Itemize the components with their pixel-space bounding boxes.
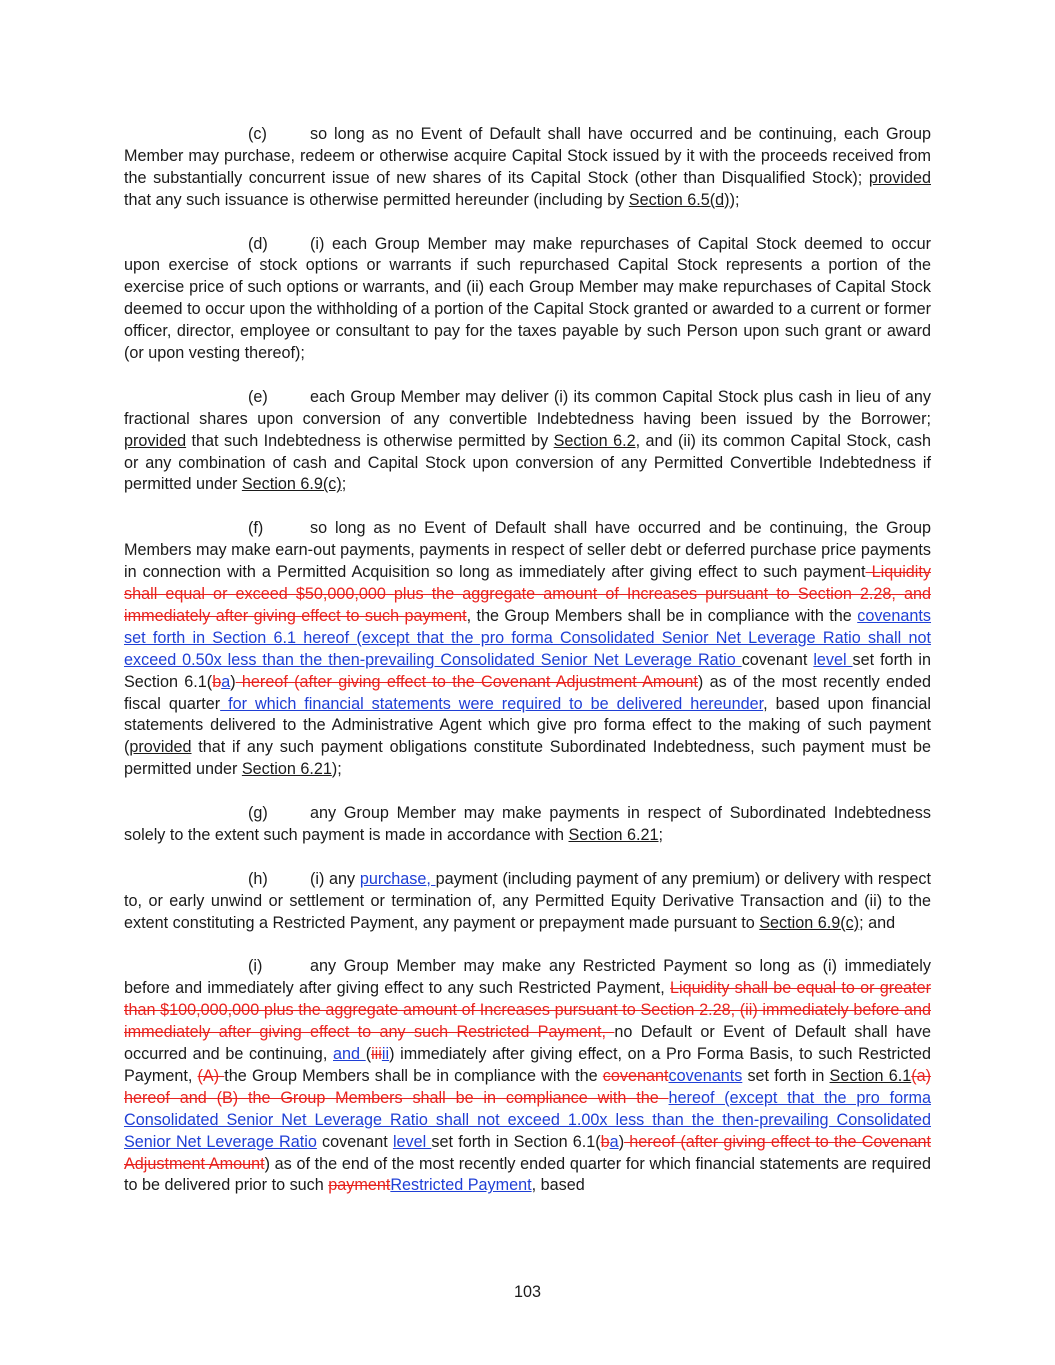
paragraph-f bbox=[124, 518, 931, 781]
text: covenant bbox=[316, 1132, 393, 1151]
inserted-text: a bbox=[221, 672, 231, 691]
inserted-text: for which financial statements were required to be delivered hereunder bbox=[220, 694, 764, 713]
text: no Default or Event of Default shall have occurred and be continuing, bbox=[124, 1023, 931, 1063]
deleted-text: b bbox=[212, 672, 222, 691]
text: , based bbox=[531, 1176, 585, 1195]
text: set forth in Section 6.1( bbox=[124, 650, 931, 691]
inserted-text: a bbox=[609, 1132, 619, 1151]
text: , based upon financial statements delivered to the Administrative Agent which give pro forma effect to the making of such payment ( bbox=[124, 694, 931, 757]
inserted-text: purchase, bbox=[359, 869, 436, 888]
paragraph-h bbox=[124, 869, 931, 935]
text: ); bbox=[331, 760, 342, 779]
paragraph-e bbox=[124, 387, 931, 497]
inserted-text: and bbox=[333, 1044, 366, 1063]
section-reference: Section 6.2 bbox=[553, 431, 636, 450]
text: the Group Members shall be in compliance with the bbox=[224, 1066, 603, 1085]
text: (i) each Group Member may make repurchases of Capital Stock deemed to occur upon exercise of stock options or warrants if such repurchased Capital Stock represents a portion of the exercise price of such options or warrants, and (ii) each Group Member may make repurchases of Capital Stock deemed to occur upon the withholding of a portion of the Capital Stock granted or awarded to a current or former officer, director, employee or consultant to pay for the taxes payable by such Person upon such grant or award (or upon vesting thereof); bbox=[124, 234, 931, 363]
inserted-text: ii bbox=[381, 1044, 390, 1063]
text: ( bbox=[365, 1044, 372, 1063]
deleted-text: payment bbox=[328, 1176, 391, 1195]
text: ) bbox=[618, 1132, 625, 1151]
section-reference: Section 6.21 bbox=[241, 760, 332, 779]
text: ) immediately after giving effect, on a Pro Forma Basis, to such Restricted Payment, bbox=[124, 1044, 932, 1085]
inserted-text: level bbox=[392, 1132, 432, 1151]
text: ); bbox=[729, 190, 740, 209]
paragraph-label: (e) bbox=[248, 387, 268, 406]
inserted-text: Restricted Payment bbox=[390, 1176, 532, 1195]
deleted-text: hereof (after giving effect to the Covenant Adjustment Amount bbox=[235, 672, 698, 691]
deleted-text: Liquidity shall be equal to or greater than $100,000,000 plus the aggregate amount of Increases pursuant to Section 2.28, (ii) immediately before and immediately after giving effect to any such Restricted Payment, bbox=[124, 979, 931, 1042]
text: so long as no Event of Default shall have occurred and be continuing, each Group Member may purchase, redeem or otherwise acquire Capital Stock issued by it with the proceeds received from the substantially concurrent issue of new shares of its Capital Stock (other than Disqualified Stock); bbox=[124, 125, 931, 187]
text: set forth in bbox=[742, 1066, 830, 1085]
inserted-text: hereof (except that the pro forma Consolidated Senior Net Leverage Ratio shall not exceed 1.00x less than the then-prevailing Consolidated Senior Net Leverage Ratio bbox=[124, 1088, 931, 1151]
deleted-text: (A) bbox=[197, 1066, 225, 1085]
section-reference: Section 6.9(c) bbox=[759, 913, 860, 932]
underlined-term: provided bbox=[124, 431, 187, 450]
paragraph-label: (f) bbox=[248, 519, 264, 538]
paragraph-label: (d) bbox=[248, 234, 268, 253]
text: any Group Member may make any Restricted Payment so long as (i) immediately before and immediately after giving effect to any such Restricted Payment, bbox=[124, 957, 931, 998]
inserted-text: level bbox=[813, 650, 853, 669]
text: ; bbox=[658, 825, 663, 844]
paragraph-label: (c) bbox=[248, 125, 267, 143]
deleted-text: covenant bbox=[602, 1066, 669, 1085]
paragraph-label: (h) bbox=[248, 869, 268, 888]
text: ) as of the most recently ended fiscal quarter bbox=[124, 672, 932, 713]
text: covenant bbox=[741, 650, 814, 669]
text: ; and bbox=[859, 913, 896, 932]
deleted-text: hereof (after giving effect to the Covenant Adjustment Amount bbox=[124, 1132, 931, 1173]
paragraph-label: (g) bbox=[248, 804, 268, 823]
text: (i) any bbox=[310, 869, 360, 888]
text: ) bbox=[230, 672, 236, 691]
section-reference: Section 6.5(d) bbox=[628, 190, 730, 209]
text: set forth in Section 6.1( bbox=[431, 1132, 601, 1151]
deleted-text: (a) hereof and (B) the Group Members shall be in compliance with the bbox=[124, 1066, 932, 1107]
text: that if any such payment obligations constitute Subordinated Indebtedness, such payment must be permitted under bbox=[124, 738, 931, 779]
text: each Group Member may deliver (i) its common Capital Stock plus cash in lieu of any fractional shares upon conversion of any convertible Indebtedness having been issued by the Borrower; bbox=[124, 387, 931, 428]
text: payment (including payment of any premium) or delivery with respect to, or early unwind or settlement or termination of, any Permitted Equity Derivative Transaction and (ii) to the extent constituting a Restricted Payment, any payment or prepayment made pursuant to bbox=[124, 869, 931, 932]
text: any Group Member may make payments in respect of Subordinated Indebtedness solely to the extent such payment is made in accordance with bbox=[124, 804, 931, 844]
text: ) as of the end of the most recently ended quarter for which financial statements are required to be delivered prior to such bbox=[124, 1154, 931, 1195]
text: , and (ii) its common Capital Stock, cash or any combination of cash and Capital Stock upon conversion of any Permitted Convertible Indebtedness if permitted under bbox=[124, 431, 931, 494]
document-page bbox=[124, 124, 931, 1219]
inserted-text: covenants set forth in Section 6.1 hereof (except that the pro forma Consolidated Senior Net Leverage Ratio shall not exceed 0.50x less than the then-prevailing Consolidated Senior Net Leverage Ratio bbox=[124, 606, 932, 669]
paragraph-label: (i) bbox=[248, 957, 263, 976]
paragraph-g bbox=[124, 803, 931, 847]
deleted-text: iii bbox=[371, 1044, 382, 1063]
deleted-text: Liquidity shall equal or exceed $50,000,000 plus the aggregate amount of Increases pursuant to Section 2.28, and immediately after giving effect to such payment bbox=[124, 563, 931, 625]
text: so long as no Event of Default shall have occurred and be continuing, the Group Members may make earn-out payments, payments in respect of seller debt or deferred purchase price payments in connection with a Permitted Acquisition so long as immediately after giving effect to such payment bbox=[124, 519, 931, 582]
section-reference: Section 6.1 bbox=[829, 1066, 912, 1085]
text: that such Indebtedness is otherwise permitted by bbox=[186, 431, 554, 450]
section-reference: Section 6.9(c) bbox=[241, 475, 342, 494]
text: , the Group Members shall be in compliance with the bbox=[466, 606, 858, 625]
deleted-text: b bbox=[600, 1132, 610, 1151]
underlined-term: provided bbox=[129, 738, 192, 757]
paragraph-c bbox=[124, 124, 931, 212]
section-reference: Section 6.21 bbox=[568, 825, 659, 844]
paragraph-d bbox=[124, 234, 931, 365]
paragraph-i bbox=[124, 956, 931, 1197]
text: that any such issuance is otherwise permitted hereunder (including by bbox=[124, 190, 629, 209]
inserted-text: covenants bbox=[668, 1066, 743, 1085]
page-number: 103 bbox=[513, 1283, 541, 1301]
underlined-term: provided bbox=[868, 168, 931, 187]
text: ; bbox=[341, 475, 347, 494]
